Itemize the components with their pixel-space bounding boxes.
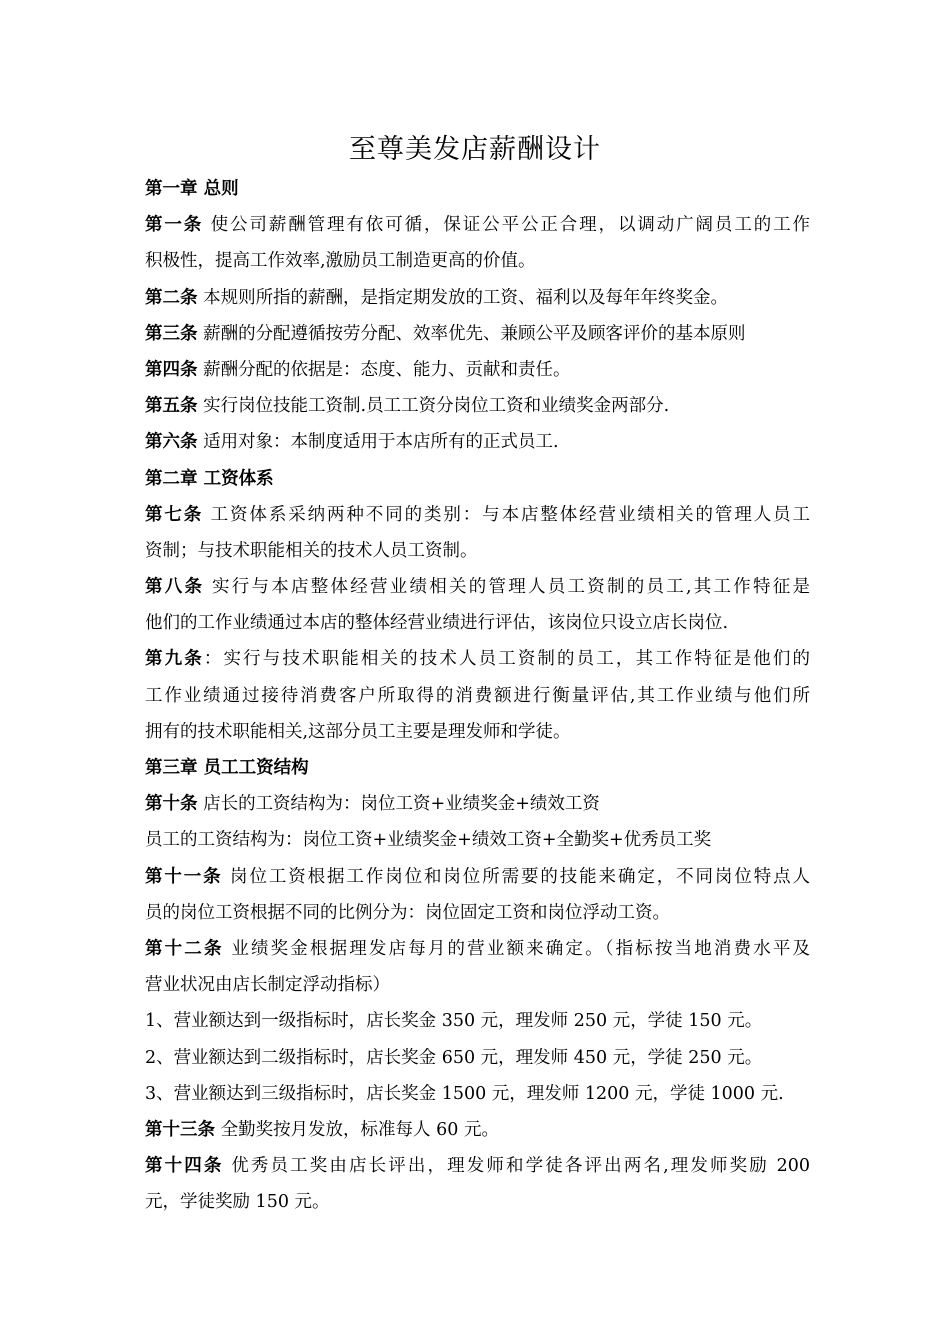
- document-title: 至尊美发店薪酬设计: [349, 134, 601, 165]
- text-line: [145, 1040, 810, 1076]
- text-line: [145, 1112, 810, 1148]
- text-line: [145, 316, 810, 352]
- text-line: [145, 641, 810, 677]
- heading-label: 第四条: [145, 359, 198, 380]
- line-text: 薪酬分配的依据是：态度、能力、贡献和责任。: [197, 359, 571, 380]
- text-line: [145, 678, 810, 714]
- text-line: [145, 895, 810, 931]
- text-line: [145, 280, 810, 316]
- line-text: 使公司薪酬管理有依可循，保证公平公正合理，以调动广阔员工的工作: [203, 215, 810, 236]
- heading-label: 第十一条: [145, 866, 223, 887]
- line-text: 实行与本店整体经营业绩相关的管理人员工资制的员工,其工作特征是: [204, 577, 810, 598]
- line-text: 工资体系采纳两种不同的类别：与本店整体经营业绩相关的管理人员工: [203, 504, 810, 525]
- line-text: 优秀员工奖由店长评出，理发师和学徒各评出两名,理发师奖励 200: [223, 1156, 810, 1177]
- line-text: 薪酬的分配遵循按劳分配、效率优先、兼顾公平及顾客评价的基本原则: [197, 323, 746, 344]
- line-text: 本规则所指的薪酬，是指定期发放的工资、福利以及每年年终奖金。: [197, 287, 729, 308]
- line-text: 他们的工作业绩通过本店的整体经营业绩进行评估，该岗位只设立店长岗位.: [145, 613, 729, 634]
- line-text: 实行岗位技能工资制.员工工资分岗位工资和业绩奖金两部分.: [197, 396, 670, 417]
- line-text: 全勤奖按月发放，标准每人 60 元。: [215, 1119, 499, 1140]
- heading-label: 第五条: [145, 396, 198, 417]
- text-line: [145, 569, 810, 605]
- line-text: 拥有的技术职能相关,这部分员工主要是理发师和学徒。: [145, 721, 571, 742]
- line-text: 3、营业额达到三级指标时，店长奖金 1500 元，理发师 1200 元，学徒 1000 元.: [145, 1083, 784, 1104]
- text-line: [145, 750, 810, 786]
- line-text: 业绩奖金根据理发店每月的营业额来确定。（指标按当地消费水平及: [223, 938, 810, 959]
- heading-label: 第十三条: [145, 1119, 215, 1140]
- text-line: [145, 533, 810, 569]
- line-text: 营业状况由店长制定浮动指标）: [145, 975, 390, 996]
- heading-label: 第十四条: [145, 1156, 224, 1177]
- text-line: [145, 605, 810, 641]
- line-text: 积极性，提高工作效率,激励员工制造更高的价值。: [145, 251, 536, 272]
- text-line: [145, 1148, 810, 1184]
- line-text: 元，学徒奖励 150 元。: [145, 1192, 330, 1213]
- heading-label: 第九条: [145, 649, 204, 670]
- text-line: [145, 786, 810, 822]
- heading-label: 第三条: [145, 323, 198, 344]
- line-text: 1、营业额达到一级指标时，店长奖金 350 元，理发师 250 元，学徒 150 元。: [145, 1011, 763, 1032]
- document-body: [145, 171, 810, 1220]
- line-text: 员的岗位工资根据不同的比例分为：岗位固定工资和岗位浮动工资。: [145, 902, 670, 923]
- text-line: [145, 967, 810, 1003]
- text-line: [145, 388, 810, 424]
- line-text: 岗位工资根据工作岗位和岗位所需要的技能来确定，不同岗位特点人: [222, 866, 810, 887]
- line-text: 2、营业额达到二级指标时，店长奖金 650 元，理发师 450 元，学徒 250 元。: [145, 1047, 763, 1068]
- heading-label: 第一条: [145, 215, 204, 236]
- line-text: 店长的工资结构为：岗位工资+业绩奖金+绩效工资: [197, 794, 600, 815]
- text-line: [145, 171, 810, 207]
- line-text: 适用对象：本制度适用于本店所有的正式员工.: [197, 432, 559, 453]
- line-text: ：实行与技术职能相关的技术人员工资制的员工，其工作特征是他们的: [203, 649, 810, 670]
- text-line: [145, 859, 810, 895]
- text-line: [145, 497, 810, 533]
- text-line: [145, 461, 810, 497]
- heading-label: 第十条: [145, 794, 198, 815]
- heading-label: 第十二条: [145, 938, 224, 959]
- text-line: [145, 822, 810, 858]
- text-line: [145, 1184, 810, 1220]
- heading-label: 第一章 总则: [145, 179, 239, 199]
- text-line: [145, 424, 810, 460]
- line-text: 工作业绩通过接待消费客户所取得的消费额进行衡量评估,其工作业绩与他们所: [145, 685, 810, 706]
- heading-label: 第二章 工资体系: [145, 468, 274, 489]
- heading-label: 第六条: [145, 432, 198, 453]
- line-text: 员工的工资结构为：岗位工资+业绩奖金+绩效工资+全勤奖+优秀员工奖: [145, 830, 712, 851]
- text-line: [145, 352, 810, 388]
- text-line: [145, 714, 810, 750]
- text-line: [145, 207, 810, 243]
- heading-label: 第二条: [145, 287, 198, 308]
- heading-label: 第七条: [145, 504, 204, 525]
- line-text: 资制；与技术职能相关的技术人员工资制。: [145, 540, 478, 561]
- heading-label: 第八条: [145, 577, 205, 598]
- heading-label: 第三章 员工工资结构: [145, 758, 309, 778]
- text-line: [145, 931, 810, 967]
- text-line: [145, 1076, 810, 1112]
- text-line: [145, 243, 810, 279]
- text-line: [145, 1003, 810, 1039]
